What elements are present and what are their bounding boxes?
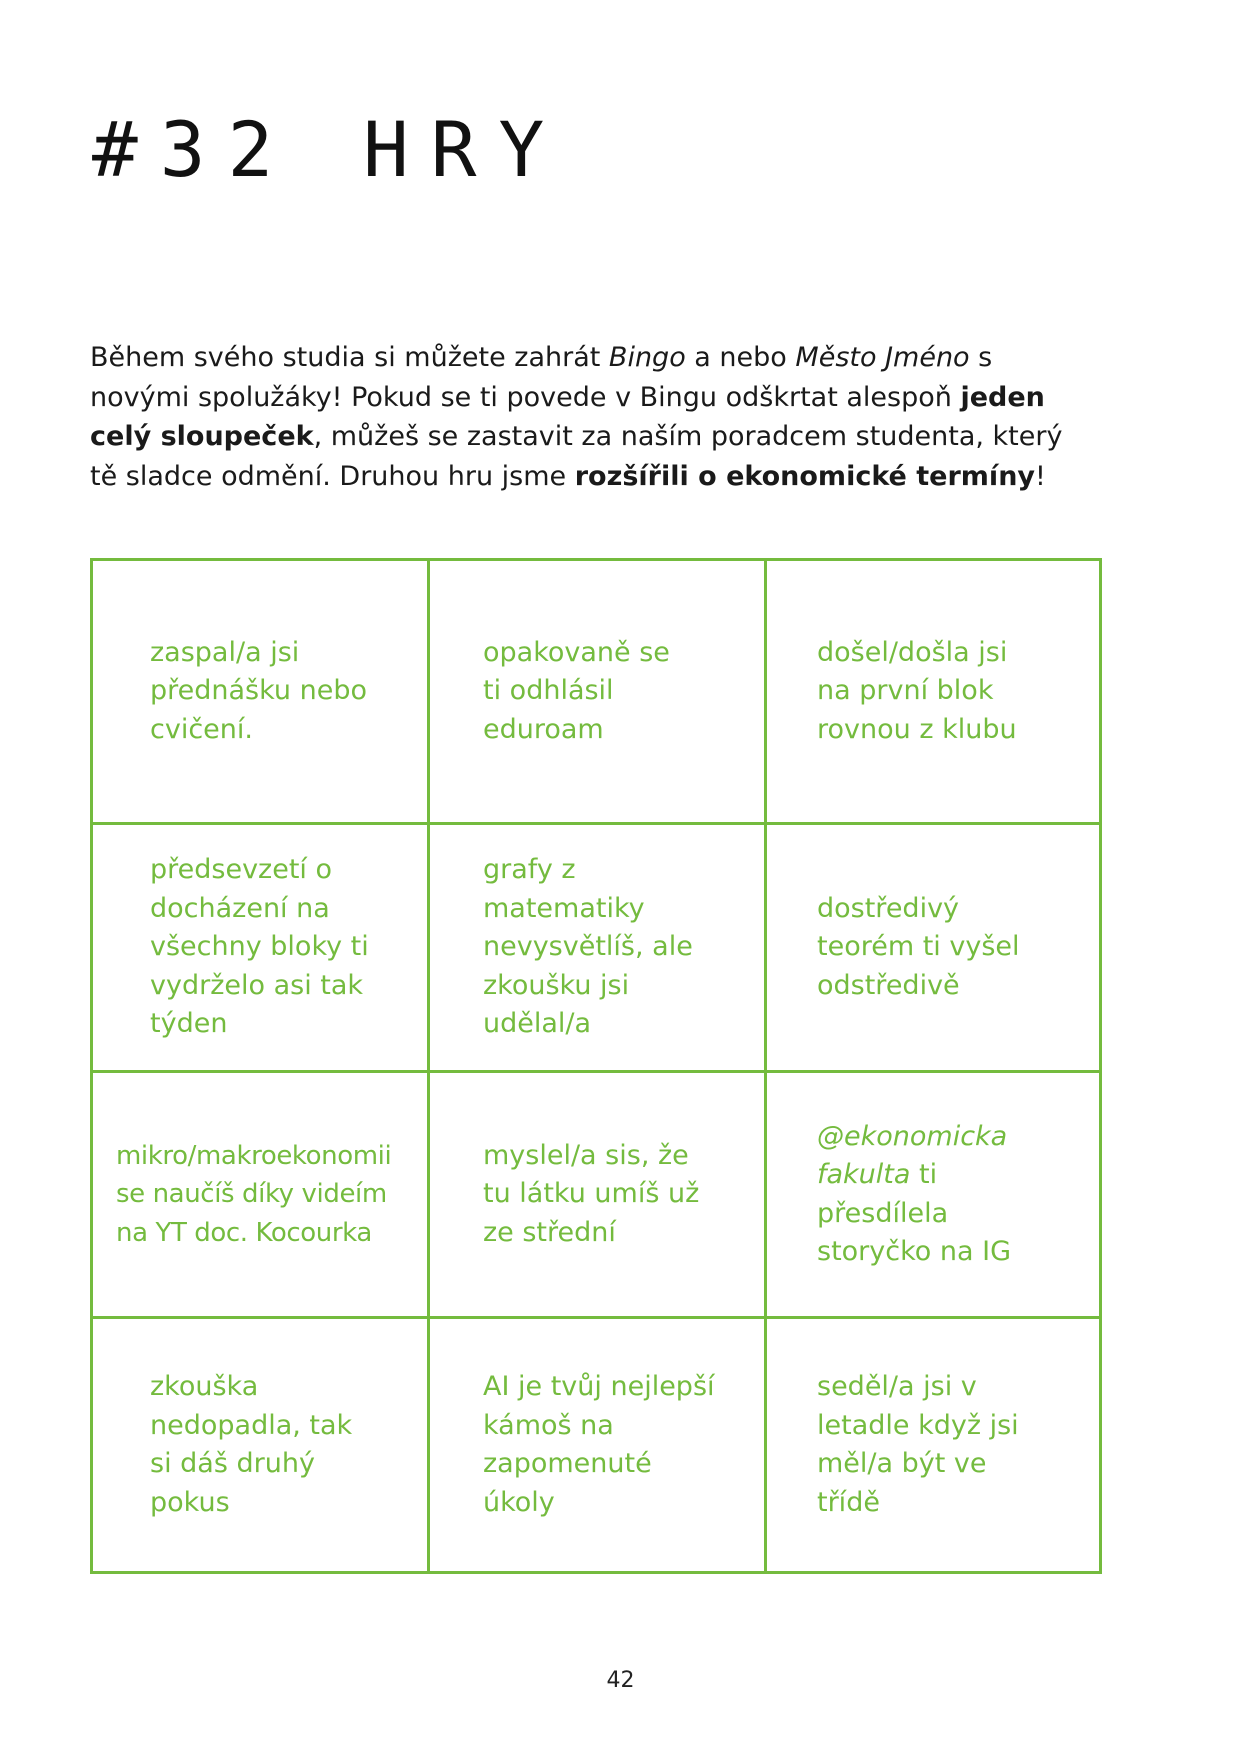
intro-mesto-jmeno: Město Jméno <box>795 342 970 373</box>
bingo-cell-text: grafy z matematiky nevysvětlíš, ale zkoušku jsi udělal/a <box>483 854 693 1040</box>
bingo-cell-text: zaspal/a jsi přednášku nebo cvičení. <box>150 636 368 745</box>
bingo-cell <box>767 1319 1099 1571</box>
intro-bold-terms: rozšířili o ekonomické termíny <box>574 460 1036 492</box>
intro-text-5: ! <box>1035 460 1046 492</box>
bingo-cell-text: opakovaně se ti odhlásil eduroam <box>483 636 670 745</box>
intro-text-4: , můžeš se zastavit za naším poradcem studenta, který tě sladce odmění. Druhou hru jsme <box>90 421 1063 492</box>
bingo-cell <box>93 825 430 1073</box>
bingo-cell-text: zkouška nedopadla, tak si dáš druhý pokus <box>150 1371 353 1518</box>
bingo-cell-text: došel/došla jsi na první blok rovnou z klubu <box>817 636 1017 745</box>
bingo-cell <box>430 825 767 1073</box>
bingo-cell <box>430 561 767 825</box>
bingo-cell-text-rest: ti přesdílela storyčko na IG <box>817 1159 1011 1267</box>
bingo-grid <box>90 558 1102 1574</box>
intro-text-3: s novými spolužáky! Pokud se ti povede v Bingu odškrtat alespoň <box>90 342 993 413</box>
intro-text-2: a nebo <box>685 342 796 373</box>
bingo-cell <box>430 1073 767 1319</box>
bingo-cell-text: seděl/a jsi v letadle když jsi měl/a být ve třídě <box>817 1371 1019 1518</box>
bingo-cell <box>767 561 1099 825</box>
intro-text-1: Během svého studia si můžete zahrát <box>90 342 609 373</box>
bingo-cell <box>93 1073 430 1319</box>
bingo-cell <box>430 1319 767 1571</box>
bingo-cell <box>767 1073 1099 1319</box>
bingo-cell-text: AI je tvůj nejlepší kámoš na zapomenuté úkoly <box>483 1371 715 1518</box>
bingo-cell-text: předsevzetí o docházení na všechny bloky ti vydrželo asi tak týden <box>150 854 369 1040</box>
bingo-cell-text <box>817 1118 1057 1272</box>
intro-bingo: Bingo <box>608 342 686 373</box>
page-title: #32 HRY <box>92 105 567 194</box>
bingo-cell-text: myslel/a sis, že tu látku umíš už ze střední <box>483 1139 700 1248</box>
page-number: 42 <box>606 1668 635 1693</box>
bingo-cell-text: dostředivý teorém ti vyšel odstředivě <box>817 892 1020 1001</box>
intro-paragraph <box>90 338 1090 496</box>
bingo-cell <box>93 561 430 825</box>
intro-bold-column: jeden celý sloupeček <box>90 381 1045 452</box>
bingo-cell <box>767 825 1099 1073</box>
bingo-cell <box>93 1319 430 1571</box>
ig-handle: @ekonomicka fakulta <box>817 1120 1008 1190</box>
bingo-cell-text: mikro/makroekonomii se naučíš díky videím na YT doc. Kocourka <box>116 1140 392 1248</box>
